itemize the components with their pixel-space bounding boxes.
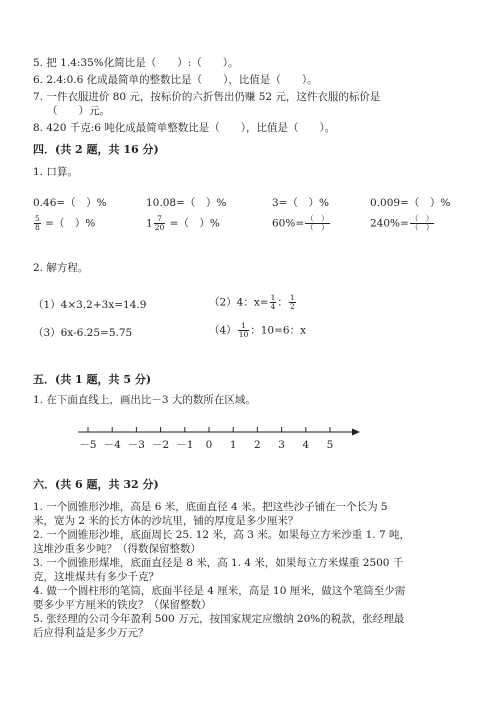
tick-label: 5 [326,439,334,451]
equation-2: （2）4：x= $\frac{1}{4}$ ： $\frac{1}{2}$ [209,293,295,311]
tick-label: 1 [229,439,237,451]
tick-label: 2 [254,439,261,451]
fraction: $\frac{1}{2}$ [289,293,295,311]
section-4-q1: 1. 口算。 [33,166,78,178]
question-7: 7. 一件衣服进价 80 元，按标价的六折售出仍赚 52 元，这件衣服的标价是 [33,91,381,103]
section-6-line: 5. 张经理的公司今年盈利 500 万元，按国家规定应缴纳 20%的税款，张经理最 [33,613,405,625]
fraction: $\frac{7}{20}$ [154,214,165,232]
section-5-title: 五．(共 1 题，共 5 分) [33,373,152,386]
section-6-title: 六．(共 6 题，共 32 分) [33,478,159,491]
tick-label: 3 [278,439,285,451]
equation-3: （3）6x-6.25=5.75 [33,327,133,339]
tick-label: －5 [79,439,97,451]
tick-label: －3 [127,439,145,451]
section-6-line: 要多少平方厘米的铁皮？（保留整数） [33,599,212,611]
question-7-cont: （ ）元。 [47,105,110,117]
fraction: $\frac{( )}{( )}$ [306,214,329,232]
calc-3: 3=（ ）% [272,197,329,209]
section-6-line: 克，这堆煤共有多少千克？ [33,571,159,583]
tick-label: 4 [302,439,310,451]
section-4-q2: 2. 解方程。 [33,262,89,274]
fraction: $\frac{5}{8}$ [35,214,40,232]
question-5: 5. 把 1.4:35%化简比是（ ）:（ ）。 [33,57,239,69]
number-line-arrow-icon [352,429,360,436]
section-6-line: 3. 一个圆锥形煤堆，底面直径是 8 米，高 1. 4 米，如果每立方米煤重 2500 千 [33,557,404,569]
calc-5: $\frac{5}{8}$ =（ ）% [35,214,96,232]
calc-6: 1 $\frac{7}{20}$ =（ ）% [146,214,220,232]
section-6-line: 1. 一个圆锥形沙堆，高是 6 米，底面直径 4 米。把这些沙子铺在一个长为 5 [33,501,388,513]
tick-label: －1 [176,439,194,451]
section-5-q1: 1. 在下面直线上，画出比－3 大的数所在区域。 [33,394,256,406]
section-6-line: 2. 一个圆锥形沙堆，底面周长 25. 12 米，高 3 米。如果每立方米沙重 1. 7 吨， [33,529,410,541]
calc-2: 10.08=（ ）% [146,197,227,209]
fraction: $\frac{1}{4}$ [270,293,276,311]
calc-4: 0.009=（ ）% [370,197,451,209]
tick-label: －4 [103,439,121,451]
section-6-line: 这堆沙重多少吨？（得数保留整数） [33,543,201,555]
question-6: 6. 2.4:0.6 化成最简单的整数比是（ ），比值是（ ）。 [33,74,318,86]
number-line [0,418,500,458]
section-6-line: 4. 做一个圆柱形的笔筒，底面半径是 4 厘米，高是 10 厘米，做这个笔筒至少需 [33,585,406,597]
calc-7: 60%= $\frac{( )}{( )}$ [272,214,329,232]
section-6-line: 米，宽为 2 米的长方体的沙坑里，铺的厚度是多少厘米？ [33,515,299,527]
equation-4: （4） $\frac{1}{10}$ ：10=6：x [209,321,306,339]
calc-8: 240%= $\frac{( )}{( )}$ [370,214,434,232]
fraction: $\frac{1}{10}$ [238,321,249,339]
calc-1: 0.46=（ ）% [33,197,107,209]
tick-label: －2 [152,439,170,451]
section-4-title: 四．(共 2 题，共 16 分) [33,143,159,156]
fraction: $\frac{( )}{( )}$ [410,214,434,232]
question-8: 8. 420 千克:6 吨化成最简单整数比是（ ），比值是（ ）。 [33,122,336,134]
tick-label: 0 [205,439,213,451]
equation-1: （1）4×3.2+3x=14.9 [33,299,147,311]
section-6-line: 后应得利益是多少万元？ [33,627,149,639]
